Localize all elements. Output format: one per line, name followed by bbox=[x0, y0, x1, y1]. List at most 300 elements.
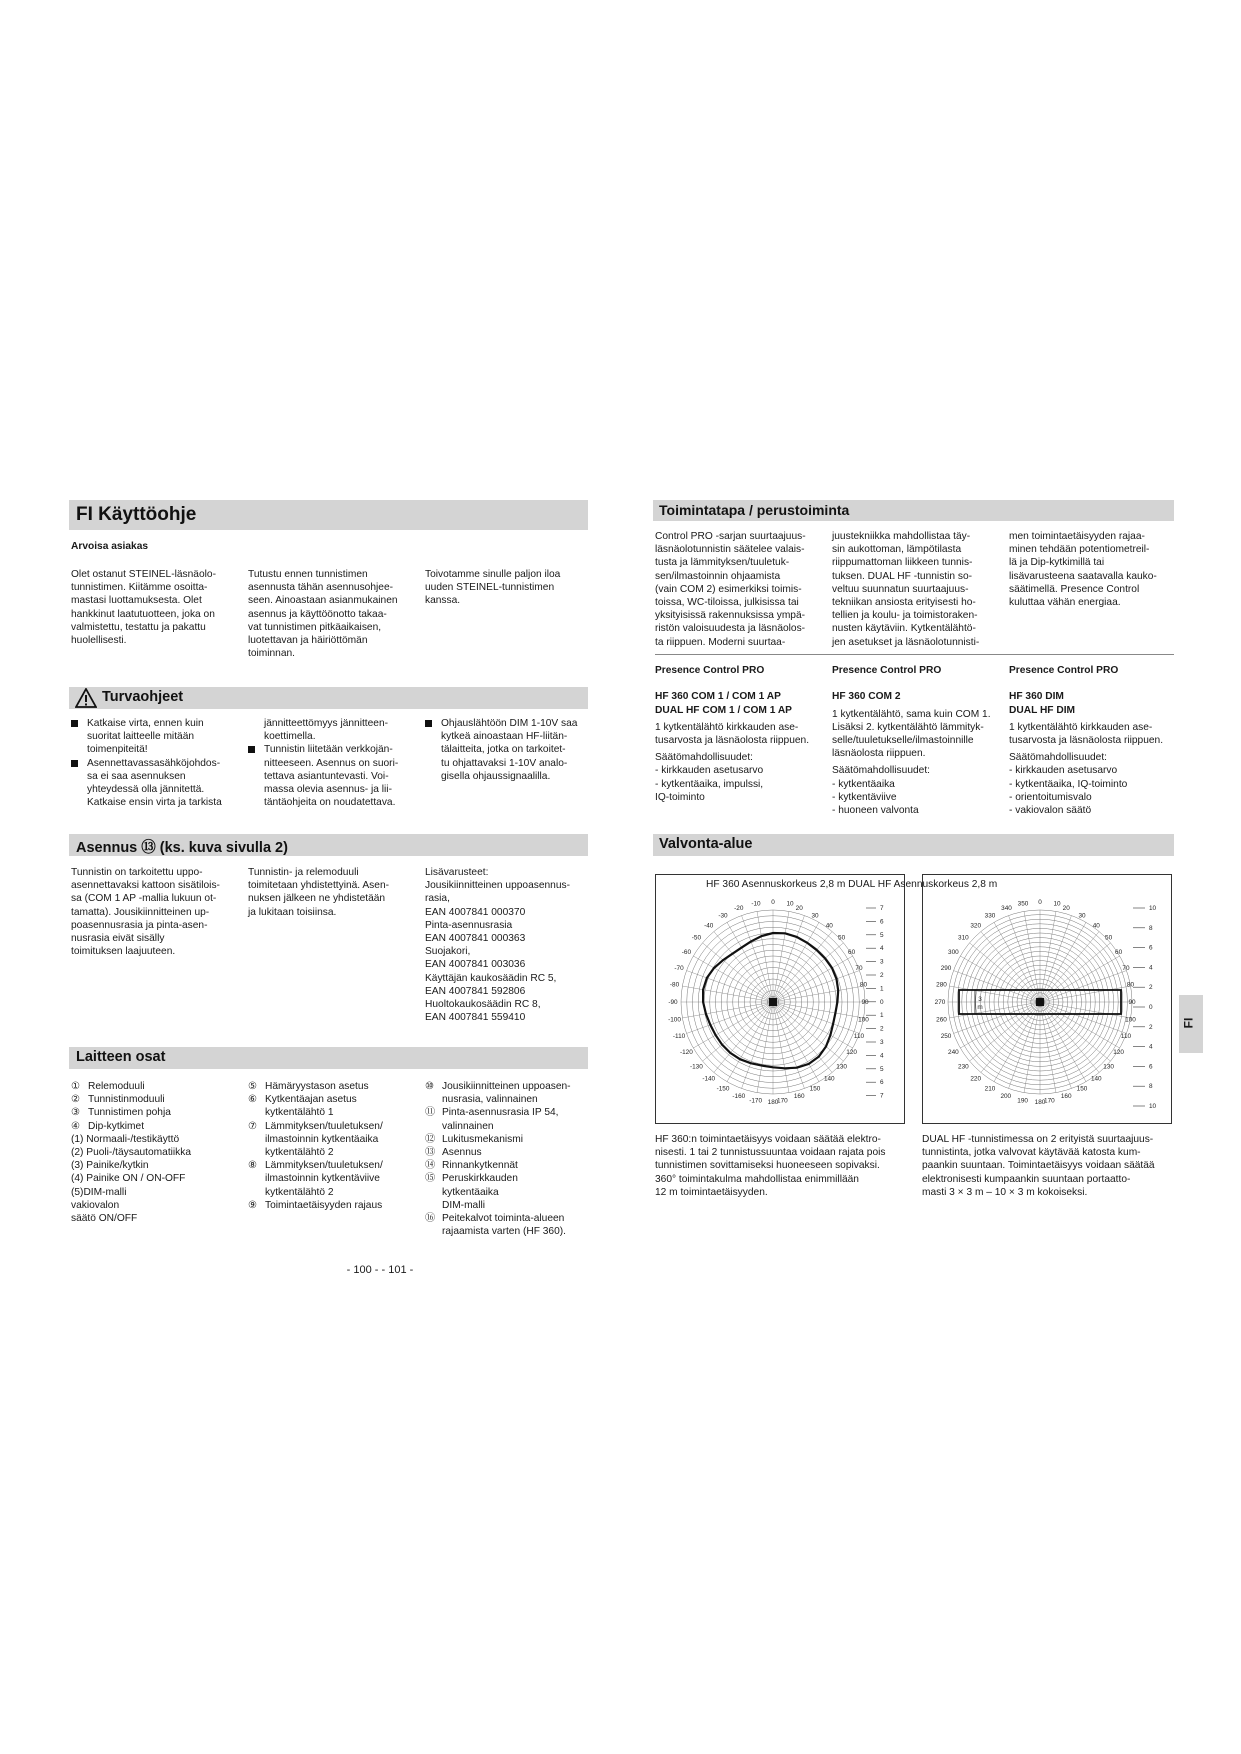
angle-label: 290 bbox=[940, 964, 952, 972]
product-desc: 1 kytkentälähtö kirkkauden ase- bbox=[655, 721, 799, 733]
angle-label: -110 bbox=[672, 1033, 686, 1041]
part-label: Peruskirkkauden bbox=[442, 1173, 518, 1185]
distance-label: 4 bbox=[880, 1052, 884, 1060]
install-col-1 bbox=[71, 866, 243, 958]
part-line: nusrasia, valinnainen bbox=[442, 1094, 538, 1106]
function-line: minen tehdään potentiometreil- bbox=[1009, 544, 1150, 556]
part-line bbox=[425, 1146, 597, 1159]
intro-line: tunnistimen. Kiitämme osoitta- bbox=[71, 582, 208, 594]
angle-label: 100 bbox=[1125, 1016, 1136, 1024]
distance-label: 7 bbox=[880, 1092, 884, 1100]
distance-label: 10 bbox=[1149, 905, 1157, 912]
angle-label: 250 bbox=[940, 1033, 952, 1041]
angle-label: -170 bbox=[749, 1097, 763, 1105]
angle-label: 240 bbox=[948, 1049, 959, 1056]
part-line bbox=[248, 1080, 420, 1093]
function-line: veltuu suunnatun suurtaajuus- bbox=[832, 583, 969, 595]
intro-col-3 bbox=[425, 568, 595, 608]
part-line: (3) Painike/kytkin bbox=[71, 1160, 149, 1172]
angle-label: 180 bbox=[767, 1099, 779, 1106]
angle-label: 320 bbox=[970, 922, 982, 930]
angle-label: 120 bbox=[1113, 1049, 1124, 1056]
part-line: kytkentälähtö 2 bbox=[265, 1147, 334, 1159]
product-col-1 bbox=[655, 664, 827, 804]
intro-line: hankkinut laatutuotteen, joka on bbox=[71, 608, 215, 620]
safety-line: tälaitteita, jotka on tarkoitet- bbox=[441, 744, 566, 756]
safety-line: tu ohjattavaksi 1-10V analo- bbox=[441, 757, 568, 769]
install-line: nuksen jälkeen ne yhdistetään bbox=[248, 893, 386, 905]
parts-title: Laitteen osat bbox=[76, 1049, 166, 1065]
part-label: Kytkentäajan asetus bbox=[265, 1094, 357, 1106]
function-line: riippumattoman liikkeen tunnis- bbox=[832, 557, 973, 569]
angle-label: -140 bbox=[702, 1075, 716, 1083]
coverage-desc-line: HF 360:n toimintaetäisyys voidaan säätää elektro- bbox=[655, 1134, 881, 1145]
angle-label: 30 bbox=[1078, 912, 1086, 920]
function-line: säätimellä. Presence Control bbox=[1009, 583, 1140, 595]
part-label: Toimintaetäisyyden rajaus bbox=[265, 1199, 383, 1211]
angle-label: 50 bbox=[1105, 934, 1113, 942]
part-number: ① bbox=[71, 1081, 81, 1092]
angle-label: 150 bbox=[1076, 1085, 1088, 1093]
angle-label: 310 bbox=[958, 934, 969, 942]
product-col-2 bbox=[832, 664, 1004, 817]
part-label: Hämäryystason asetus bbox=[265, 1081, 369, 1092]
part-number: ③ bbox=[71, 1107, 81, 1119]
safety-title: Turvaohjeet bbox=[102, 689, 184, 705]
angle-label: 160 bbox=[1060, 1092, 1072, 1100]
distance-label: 10 bbox=[1149, 1103, 1157, 1110]
angle-label: 280 bbox=[936, 981, 947, 989]
product-option: - kytkentäaika, IQ-toiminto bbox=[1009, 778, 1128, 790]
safety-line: yhteydessä olla jännitettä. bbox=[87, 784, 205, 796]
install-line: Pinta-asennusrasia bbox=[425, 919, 513, 931]
corridor-label: 3 bbox=[978, 996, 982, 1003]
distance-label: 1 bbox=[880, 1012, 884, 1020]
sensor-icon bbox=[769, 998, 777, 1006]
intro-line: vat tunnistimen pitkäaikaisen, bbox=[248, 621, 382, 633]
product-option: Säätömahdollisuudet: bbox=[655, 752, 753, 764]
part-number: ⑤ bbox=[248, 1081, 258, 1092]
part-number: ④ bbox=[71, 1120, 81, 1132]
product-option: - huoneen valvonta bbox=[832, 805, 919, 817]
part-number: ⑦ bbox=[248, 1120, 258, 1132]
distance-label: 2 bbox=[880, 972, 884, 979]
product-head: Presence Control PRO bbox=[1009, 665, 1119, 676]
part-label: Lukitusmekanismi bbox=[442, 1133, 523, 1145]
part-line: ilmastoinnin kytkentäviive bbox=[265, 1173, 380, 1185]
distance-label: 4 bbox=[1149, 964, 1153, 972]
angle-label: -10 bbox=[751, 900, 761, 908]
part-label: Relemoduuli bbox=[88, 1081, 145, 1092]
coverage-desc-line: elektronisesti kumpaankin suuntaan portaatto- bbox=[922, 1173, 1131, 1185]
coverage-desc-line: masti 3 × 3 m – 10 × 3 m kokoiseksi. bbox=[922, 1186, 1088, 1198]
greeting: Arvoisa asiakas bbox=[71, 541, 149, 552]
angle-label: 120 bbox=[846, 1049, 857, 1056]
part-line: valinnainen bbox=[442, 1120, 494, 1132]
part-number: ⑥ bbox=[248, 1094, 258, 1106]
function-col-1 bbox=[655, 530, 827, 649]
angle-label: -120 bbox=[679, 1049, 693, 1056]
angle-label: -150 bbox=[716, 1085, 730, 1093]
function-line: nusten käytäviin. Kytkentälähtö- bbox=[832, 623, 976, 635]
part-label: Lämmityksen/tuuletuksen/ bbox=[265, 1160, 383, 1172]
part-number: ⑨ bbox=[248, 1199, 258, 1211]
distance-label: 6 bbox=[880, 1079, 884, 1087]
product-head: DUAL HF DIM bbox=[1009, 704, 1076, 716]
angle-label: -60 bbox=[681, 949, 692, 956]
angle-label: -20 bbox=[734, 905, 744, 913]
angle-label: 60 bbox=[848, 949, 856, 956]
product-option: IQ-toiminto bbox=[655, 791, 705, 803]
intro-line: uuden STEINEL-tunnistimen bbox=[425, 582, 555, 594]
angle-label: -90 bbox=[668, 999, 678, 1006]
angle-label: 150 bbox=[809, 1085, 821, 1093]
install-line: Tunnistin- ja relemoduuli bbox=[248, 867, 359, 878]
page-title: FI Käyttöohje bbox=[76, 504, 197, 525]
part-line: rajaamista varten (HF 360). bbox=[442, 1226, 566, 1238]
safety-line: gisella ohjaussignaalilla. bbox=[441, 770, 551, 782]
function-line: yksityisissä rakennuksissa ympä- bbox=[655, 610, 806, 622]
part-line bbox=[425, 1106, 597, 1119]
part-label: Peitekalvot toiminta-alueen bbox=[442, 1213, 565, 1225]
product-option: - kytkentäaika bbox=[832, 778, 895, 790]
angle-label: 80 bbox=[1126, 981, 1135, 989]
corridor-label: m bbox=[977, 1004, 983, 1011]
angle-label: 160 bbox=[793, 1092, 805, 1100]
safety-line: suoritat laitteelle mitään bbox=[87, 731, 195, 743]
distance-label: 2 bbox=[1149, 1023, 1153, 1031]
install-line: nusrasia eivät sisälly bbox=[71, 933, 165, 945]
function-col-3 bbox=[1009, 530, 1181, 609]
part-line bbox=[248, 1093, 420, 1106]
part-number: ⑪ bbox=[425, 1107, 436, 1119]
product-head bbox=[1009, 677, 1181, 690]
part-line: (5)DIM-malli bbox=[71, 1186, 127, 1198]
angle-label: 130 bbox=[1103, 1063, 1114, 1071]
angle-label: 0 bbox=[771, 899, 775, 906]
intro-line: toiminnan. bbox=[248, 648, 296, 660]
angle-label: 60 bbox=[1115, 949, 1123, 956]
coverage-desc-line: DUAL HF -tunnistimessa on 2 erityistä suurtaajuus- bbox=[922, 1134, 1154, 1145]
safety-line: täntäohjeita on noudatettava. bbox=[264, 797, 396, 809]
intro-line: huolellisesti. bbox=[71, 635, 127, 647]
coverage-desc-line: paankin suuntaan. Toimintaetäisyys voidaan säätää bbox=[922, 1160, 1155, 1172]
coverage-desc-line: 360° toimintakulma mahdollistaa enimmillään bbox=[655, 1173, 859, 1185]
part-line bbox=[248, 1199, 420, 1212]
angle-label: 140 bbox=[823, 1075, 835, 1083]
function-line: lä ja Dip-kytkimillä tai bbox=[1009, 557, 1105, 569]
distance-label: 3 bbox=[880, 1039, 884, 1046]
angle-label: 270 bbox=[934, 999, 946, 1006]
part-line bbox=[425, 1133, 597, 1146]
part-line bbox=[248, 1120, 420, 1133]
part-number: ⑫ bbox=[425, 1133, 436, 1145]
install-line: ja lukitaan toisiinsa. bbox=[248, 906, 337, 918]
distance-label: 8 bbox=[1149, 1083, 1153, 1091]
angle-label: 80 bbox=[859, 981, 868, 989]
angle-label: 20 bbox=[1062, 905, 1070, 913]
product-desc: 1 kytkentälähtö, sama kuin COM 1. bbox=[832, 708, 991, 720]
angle-label: -40 bbox=[704, 922, 714, 930]
product-option: - orientoitumisvalo bbox=[1009, 791, 1092, 803]
angle-label: 330 bbox=[984, 912, 996, 920]
product-head: Presence Control PRO bbox=[655, 665, 765, 676]
part-line: (2) Puoli-/täysautomatiikka bbox=[71, 1147, 192, 1159]
angle-label: 190 bbox=[1017, 1097, 1028, 1105]
angle-label: 40 bbox=[825, 922, 833, 930]
angle-label: -130 bbox=[689, 1063, 703, 1071]
coverage-desc-line: 12 m toimintaetäisyyden. bbox=[655, 1186, 768, 1198]
function-col-2 bbox=[832, 530, 1004, 649]
function-line: tellien ja koulu- ja toimistoraken- bbox=[832, 610, 978, 622]
angle-label: 70 bbox=[1122, 964, 1130, 972]
angle-label: -70 bbox=[674, 964, 684, 972]
language-tab-label: FI bbox=[1181, 1017, 1196, 1029]
angle-label: 140 bbox=[1090, 1075, 1102, 1083]
angle-label: 100 bbox=[858, 1016, 869, 1024]
part-number: ⑭ bbox=[425, 1160, 436, 1172]
angle-label: 70 bbox=[855, 964, 863, 972]
install-line: asennettavaksi kattoon sisätilois- bbox=[71, 880, 220, 892]
install-line: Käyttäjän kaukosäädin RC 5, bbox=[425, 972, 557, 984]
safety-col-1 bbox=[71, 717, 243, 809]
product-option: - vakiovalon säätö bbox=[1009, 805, 1092, 817]
safety-line: jännitteettömyys jännitteen- bbox=[264, 718, 389, 729]
distance-label: 5 bbox=[880, 931, 884, 939]
part-label: Tunnistinmoduuli bbox=[88, 1094, 165, 1106]
angle-label: 90 bbox=[1128, 999, 1136, 1006]
part-number: ② bbox=[71, 1094, 81, 1106]
coverage-desc-right bbox=[922, 1133, 1172, 1199]
safety-line: tettava asiantuntevasti. Voi- bbox=[264, 770, 389, 782]
angle-label: 110 bbox=[853, 1033, 865, 1041]
product-option: Säätömahdollisuudet: bbox=[832, 765, 930, 777]
angle-label: 50 bbox=[838, 934, 846, 942]
product-desc: selle/tuuletukselle/ilmastoinnille bbox=[832, 735, 974, 747]
part-line: kytkentälähtö 2 bbox=[265, 1186, 334, 1198]
intro-line: Toivotamme sinulle paljon iloa bbox=[425, 569, 561, 580]
angle-label: 340 bbox=[1001, 904, 1012, 912]
function-line: tusta ja lämmityksen/tuuletuk- bbox=[655, 557, 790, 569]
angle-label: 170 bbox=[777, 1097, 788, 1105]
part-line bbox=[425, 1172, 597, 1185]
bullet-square-icon bbox=[71, 760, 78, 767]
angle-label: 90 bbox=[861, 999, 869, 1006]
warning-icon bbox=[75, 688, 97, 708]
part-line: (4) Painike ON / ON-OFF bbox=[71, 1173, 186, 1185]
part-label: Pinta-asennusrasia IP 54, bbox=[442, 1107, 559, 1119]
product-option: - kirkkauden asetusarvo bbox=[655, 765, 764, 777]
function-line: lisävarusteena saatavalla kauko- bbox=[1009, 570, 1157, 582]
function-line: sen/ilmastoinnin ohjaamista bbox=[655, 570, 781, 582]
bullet-square-icon bbox=[71, 720, 78, 727]
safety-col-2 bbox=[248, 717, 420, 809]
angle-label: 110 bbox=[1120, 1033, 1132, 1041]
install-line: toimitetaan yhdistettyinä. Asen- bbox=[248, 880, 390, 892]
install-line: poasennusrasia ja pinta-asen- bbox=[71, 919, 208, 931]
safety-line: koettimella. bbox=[264, 731, 316, 743]
install-line: toimituksen laajuuteen. bbox=[71, 946, 176, 958]
product-desc: läsnäolosta riippuen. bbox=[832, 748, 926, 760]
safety-line: Asennettavassasähköjohdos- bbox=[87, 757, 221, 769]
intro-line: Olet ostanut STEINEL-läsnäolo- bbox=[71, 569, 216, 580]
part-line: DIM-malli bbox=[442, 1199, 486, 1211]
intro-line: luotettavan ja häiriöttömän bbox=[248, 635, 368, 647]
part-number: ⑯ bbox=[425, 1213, 436, 1225]
part-label: Dip-kytkimet bbox=[88, 1120, 145, 1132]
install-line: Lisävarusteet: bbox=[425, 867, 489, 878]
divider bbox=[655, 654, 1174, 655]
safety-line: Katkaise ensin virta ja tarkista bbox=[87, 797, 222, 809]
safety-line: kytkeä ainoastaan HF-liitän- bbox=[441, 731, 568, 743]
function-line: juustekniikka mahdollistaa täy- bbox=[832, 531, 971, 542]
intro-line: mastasi luottamuksesta. Olet bbox=[71, 595, 202, 607]
angle-label: 300 bbox=[948, 949, 959, 956]
parts-col-2 bbox=[248, 1080, 420, 1212]
bullet-square-icon bbox=[425, 720, 432, 727]
part-line bbox=[425, 1080, 597, 1093]
function-line: tekniikan ansiosta erityisesti ho- bbox=[832, 597, 976, 609]
safety-line: massa olevia asennus- ja lii- bbox=[264, 784, 392, 796]
product-desc: tusarvosta ja läsnäolosta riippuen. bbox=[655, 735, 810, 747]
angle-label: -100 bbox=[668, 1016, 681, 1024]
safety-line: Katkaise virta, ennen kuin bbox=[87, 718, 204, 729]
part-line: ilmastoinnin kytkentäaika bbox=[265, 1133, 379, 1145]
product-desc: tusarvosta ja läsnäolosta riippuen. bbox=[1009, 735, 1164, 747]
part-line bbox=[71, 1093, 243, 1106]
angle-label: 10 bbox=[1053, 900, 1061, 908]
diagram-dual-hf bbox=[922, 874, 1172, 1124]
install-line: sa (COM 1 AP -mallia lukuun ot- bbox=[71, 893, 217, 905]
page-numbers: - 100 - - 101 - bbox=[346, 1264, 414, 1276]
distance-label: 0 bbox=[1149, 1004, 1153, 1011]
part-line: säätö ON/OFF bbox=[71, 1213, 138, 1225]
part-line: kytkentäaika bbox=[442, 1186, 499, 1198]
install-line: Tunnistin on tarkoitettu uppo- bbox=[71, 867, 203, 878]
distance-label: 6 bbox=[1149, 944, 1153, 952]
distance-label: 8 bbox=[1149, 924, 1153, 932]
angle-label: 170 bbox=[1044, 1097, 1055, 1105]
bullet-square-icon bbox=[248, 746, 255, 753]
coverage-desc-line: tunnistinta, jotka valvovat käytävää katosta kum- bbox=[922, 1147, 1141, 1159]
part-number: ⑮ bbox=[425, 1173, 436, 1185]
safety-item bbox=[248, 743, 420, 809]
product-head: HF 360 DIM bbox=[1009, 691, 1064, 703]
part-line bbox=[71, 1120, 243, 1133]
function-line: sin aukottoman, lämpötilasta bbox=[832, 544, 962, 556]
distance-label: 6 bbox=[1149, 1063, 1153, 1071]
distance-label: 0 bbox=[880, 998, 884, 1006]
install-line: EAN 4007841 003036 bbox=[425, 959, 526, 971]
install-line: tamatta). Jousikiinnitteinen up- bbox=[71, 906, 210, 918]
part-line: (1) Normaali-/testikäyttö bbox=[71, 1133, 180, 1145]
product-head: DUAL HF COM 1 / COM 1 AP bbox=[655, 704, 792, 716]
part-line bbox=[71, 1080, 243, 1093]
part-label: Asennus bbox=[442, 1147, 482, 1159]
function-line: toissa, WC-tiloissa, julkisissa tai bbox=[655, 597, 799, 609]
function-line: Control PRO -sarjan suurtaajuus- bbox=[655, 531, 806, 542]
install-col-3 bbox=[425, 866, 597, 1024]
function-line: läsnäolotunnistin säätelee valais- bbox=[655, 544, 805, 556]
sensor-icon bbox=[1036, 998, 1044, 1006]
product-head bbox=[832, 677, 1004, 690]
intro-line: asennus ja käyttöönotto takaa- bbox=[248, 608, 387, 620]
product-option: Säätömahdollisuudet: bbox=[1009, 752, 1107, 764]
distance-label: 5 bbox=[880, 1065, 884, 1073]
safety-line: Ohjauslähtöön DIM 1-10V saa bbox=[441, 718, 578, 729]
product-head: HF 360 COM 1 / COM 1 AP bbox=[655, 691, 781, 703]
distance-label: 2 bbox=[880, 1025, 884, 1033]
angle-label: 350 bbox=[1017, 900, 1029, 908]
function-line: (vain COM 2) esimerkiksi toimis- bbox=[655, 583, 802, 595]
distance-label: 1 bbox=[880, 985, 884, 993]
safety-col-3 bbox=[425, 717, 597, 783]
coverage-desc-line: tunnistimen sovittamiseksi huoneeseen sopivaksi. bbox=[655, 1160, 880, 1172]
angle-label: 10 bbox=[786, 900, 794, 908]
install-col-2 bbox=[248, 866, 420, 919]
part-number: ⑩ bbox=[425, 1081, 435, 1092]
product-col-3 bbox=[1009, 664, 1181, 817]
function-line: ristön valoisuudesta ja läsnäolos- bbox=[655, 623, 806, 635]
angle-label: -30 bbox=[718, 912, 728, 920]
intro-line: Tutustu ennen tunnistimen bbox=[248, 569, 368, 580]
distance-label: 6 bbox=[880, 918, 884, 926]
distance-label: 4 bbox=[1149, 1043, 1153, 1051]
angle-label: 260 bbox=[936, 1016, 947, 1024]
intro-line: valmistettu, testattu ja pakattu bbox=[71, 621, 206, 633]
safety-line: nitteeseen. Asennus on suori- bbox=[264, 757, 399, 769]
function-line: ta riippuen. Moderni suurtaa- bbox=[655, 636, 786, 648]
angle-label: 0 bbox=[1038, 899, 1042, 906]
safety-item bbox=[248, 717, 420, 743]
product-head: HF 360 COM 2 bbox=[832, 691, 901, 703]
part-label: Rinnankytkennät bbox=[442, 1160, 518, 1172]
product-desc: 1 kytkentälähtö kirkkauden ase- bbox=[1009, 721, 1153, 733]
safety-item bbox=[425, 717, 597, 783]
part-line: kytkentälähtö 1 bbox=[265, 1107, 334, 1119]
angle-label: 40 bbox=[1092, 922, 1100, 930]
angle-label: 220 bbox=[970, 1075, 982, 1083]
part-line bbox=[425, 1212, 597, 1225]
angle-label: -80 bbox=[669, 981, 680, 989]
install-line: Jousikiinnitteinen uppoasennus- bbox=[425, 880, 570, 892]
safety-item bbox=[71, 717, 243, 757]
part-line: vakiovalon bbox=[71, 1199, 120, 1211]
diagram-hf360 bbox=[655, 874, 905, 1124]
function-title: Toimintatapa / perustoiminta bbox=[659, 502, 850, 518]
safety-line: sa ei saa asennuksen bbox=[87, 770, 186, 782]
install-line: Suojakori, bbox=[425, 946, 471, 958]
safety-line: toimenpiteitä! bbox=[87, 744, 148, 756]
intro-col-2 bbox=[248, 568, 418, 660]
coverage-title: Valvonta-alue bbox=[659, 836, 753, 852]
product-desc: Lisäksi 2. kytkentälähtö lämmityk- bbox=[832, 721, 984, 733]
distance-label: 4 bbox=[880, 945, 884, 953]
product-head bbox=[655, 677, 827, 690]
product-head: Presence Control PRO bbox=[832, 665, 942, 676]
part-label: Jousikiinnitteinen uppoasen- bbox=[442, 1081, 571, 1092]
install-line: EAN 4007841 559410 bbox=[425, 1012, 526, 1024]
product-option: - kytkentäaika, impulssi, bbox=[655, 778, 764, 790]
distance-label: 7 bbox=[880, 905, 884, 912]
angle-label: 20 bbox=[795, 905, 803, 913]
part-label: Tunnistimen pohja bbox=[88, 1107, 171, 1119]
install-line: rasia, bbox=[425, 893, 450, 905]
install-line: EAN 4007841 000363 bbox=[425, 933, 526, 945]
part-line bbox=[425, 1159, 597, 1172]
part-line bbox=[71, 1106, 243, 1119]
intro-line: asennusta tähän asennusohjee- bbox=[248, 582, 394, 594]
